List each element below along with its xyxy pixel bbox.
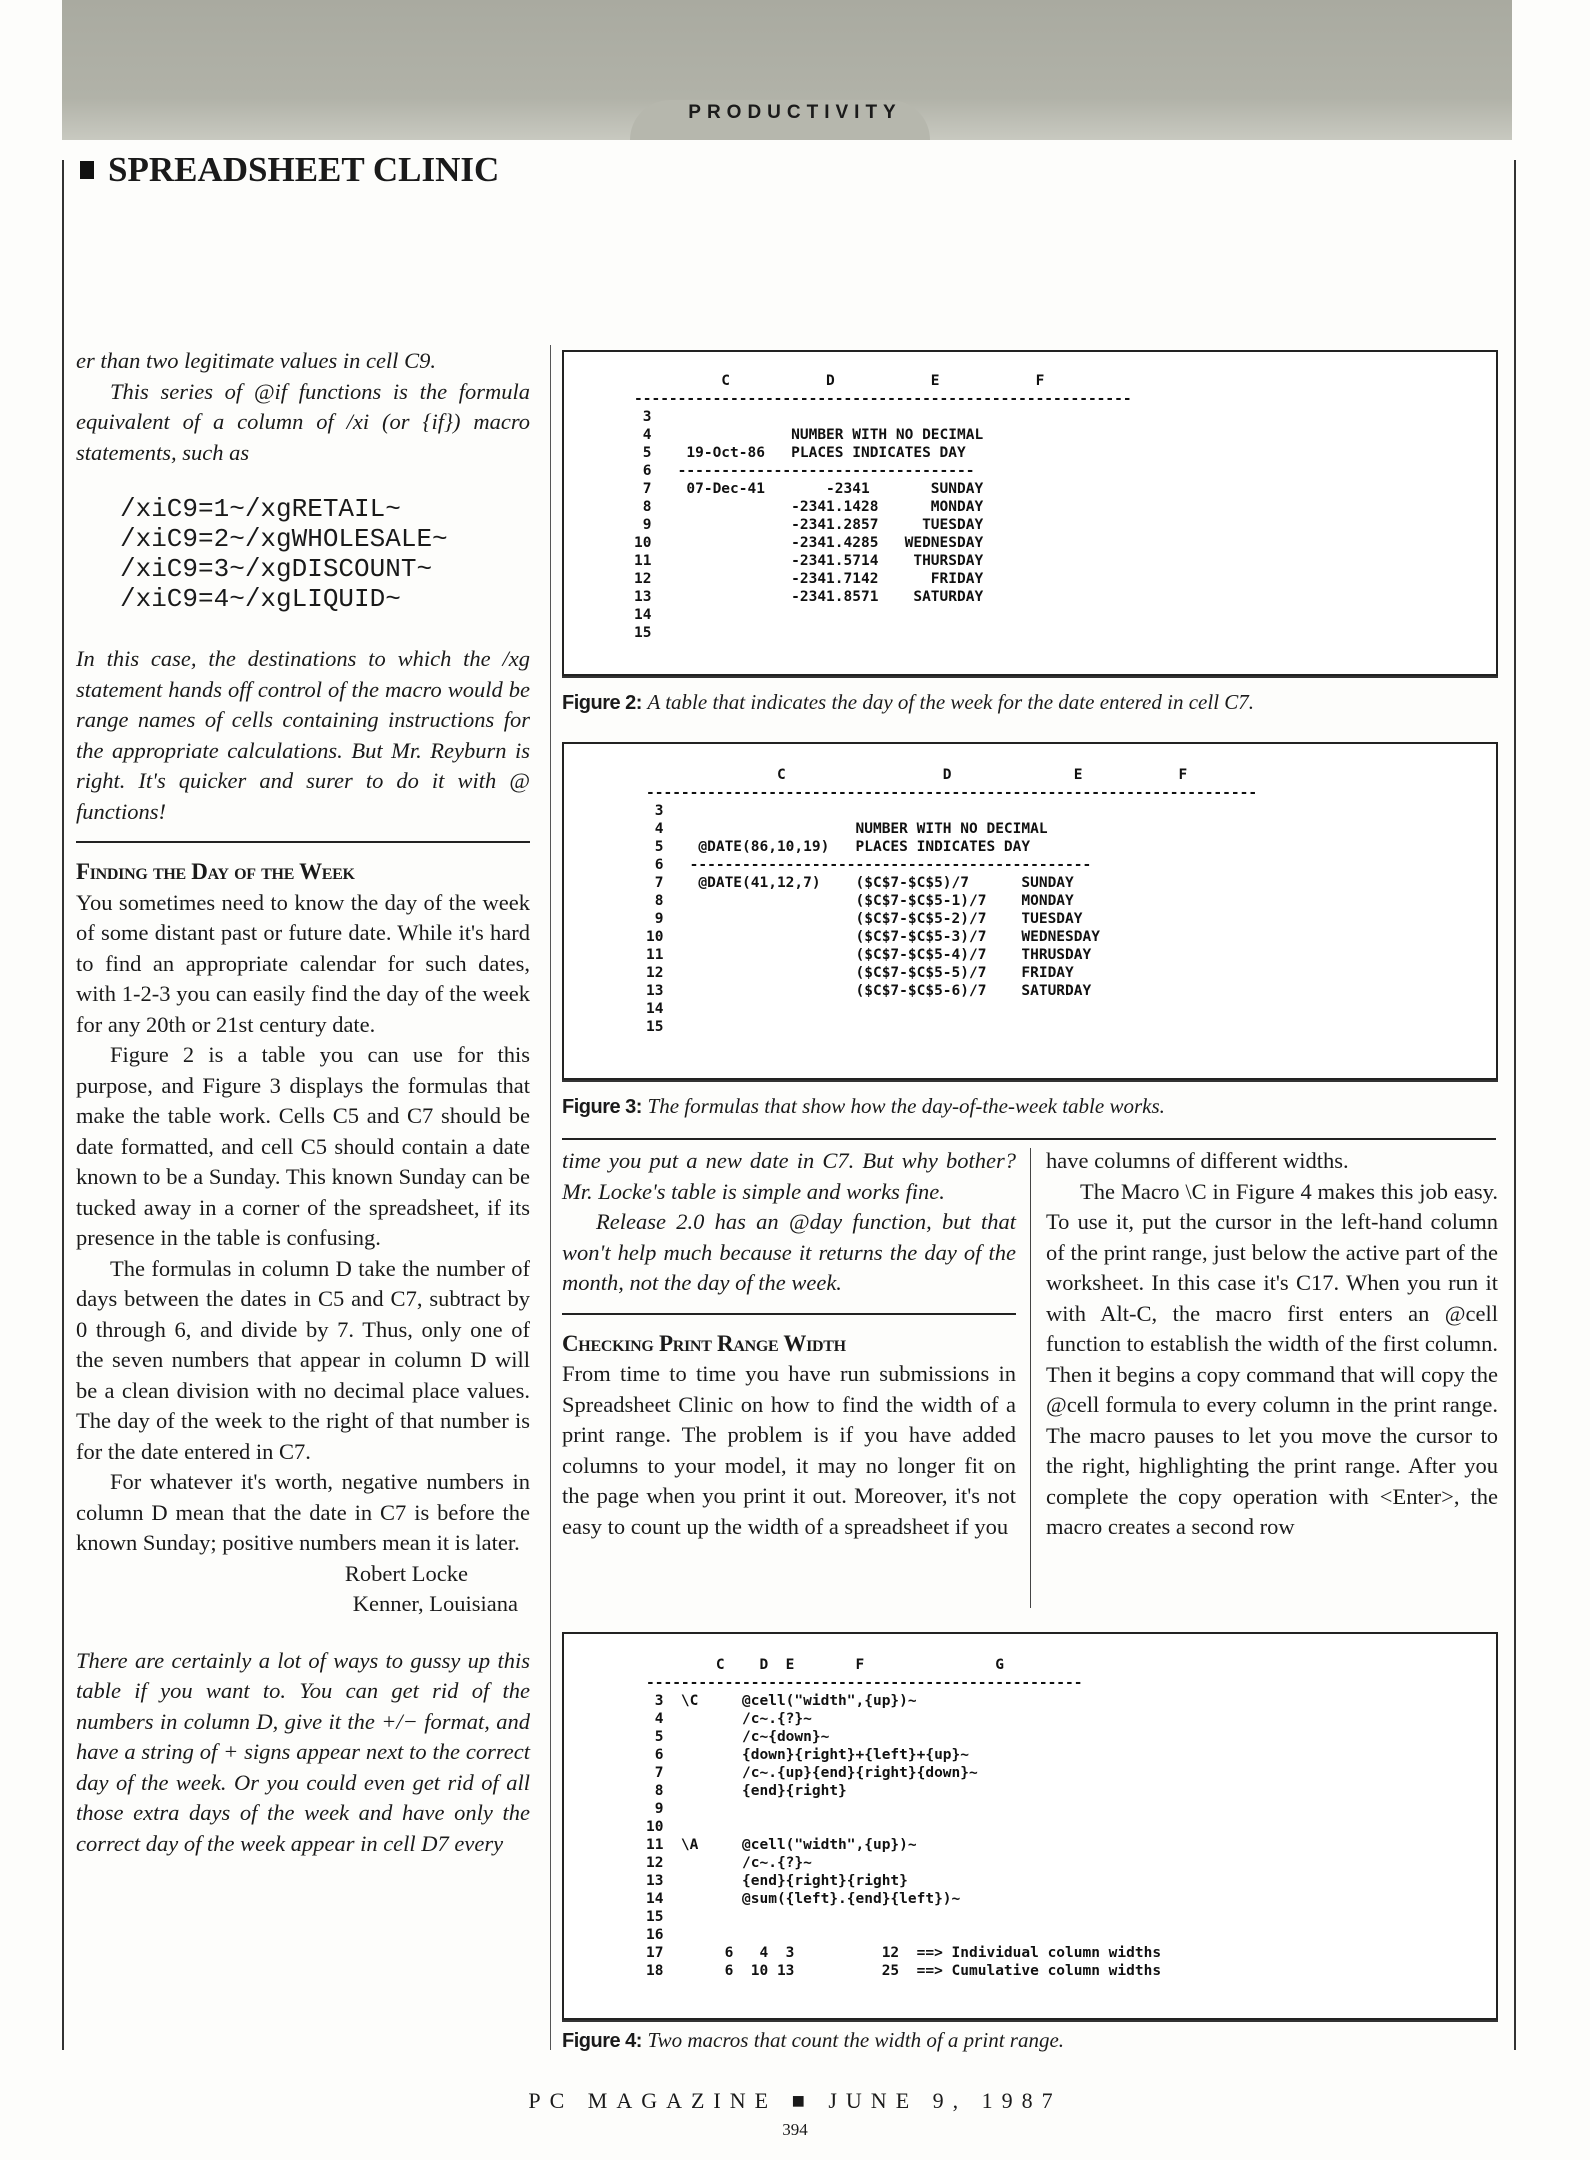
code-line: /xiC9=3~/xgDISCOUNT~ <box>120 554 433 584</box>
paragraph: have columns of different widths. <box>1046 1148 1349 1173</box>
sheet-row: 4 /c~.{?}~ <box>646 1711 812 1727</box>
section-rule <box>562 1313 1016 1315</box>
sheet-row: 10 ($C$7-$C$5-3)/7 WEDNESDAY <box>646 929 1100 945</box>
sheet-row: 18 6 10 13 25 ==> Cumulative column widths <box>646 1963 1162 1979</box>
figure-2-spreadsheet <box>634 372 1132 642</box>
paragraph: There are certainly a lot of ways to gussy up this table if you want to. You can get rid of the numbers in column D, give it the +/− format, and have a string of + signs appear next to the correct day of the week. Or you could even get rid of all those extra days of the week and have only the correct day of the week appear in cell D7 every <box>76 1647 530 1856</box>
paragraph: Release 2.0 has an @day function, but that won't help much because it returns the day of the month, not the day of the week. <box>562 1209 1016 1295</box>
sheet-row: 16 <box>646 1927 664 1943</box>
middle-column <box>562 1146 1016 1542</box>
sheet-row: 13 {end}{right}{right} <box>646 1873 908 1889</box>
sheet-row: 3 \C @cell("width",{up})~ <box>646 1693 917 1709</box>
column-title-text: SPREADSHEET CLINIC <box>108 150 500 189</box>
sheet-row: 15 <box>634 625 652 641</box>
header-divider: --------------------------------------------------------- <box>634 391 1132 407</box>
section-heading: Finding the Day of the Week <box>76 859 355 884</box>
caption-text: A table that indicates the day of the week for the date entered in cell C7. <box>647 690 1255 714</box>
macro-code-block <box>120 494 530 614</box>
sheet-row: 13 ($C$7-$C$5-6)/7 SATURDAY <box>646 983 1092 999</box>
sheet-row: 14 <box>634 607 652 623</box>
sheet-row: 6 {down}{right}+{left}+{up}~ <box>646 1747 970 1763</box>
column-headers: C D E F G <box>646 1657 1004 1673</box>
sheet-row: 13 -2341.8571 SATURDAY <box>634 589 984 605</box>
sheet-row: 15 <box>646 1909 664 1925</box>
sheet-row: 9 <box>646 1801 664 1817</box>
header-divider: -------------------------------------------------- <box>646 1675 1083 1691</box>
sheet-row: 15 <box>646 1019 664 1035</box>
sheet-row: 12 ($C$7-$C$5-5)/7 FRIDAY <box>646 965 1074 981</box>
sheet-row: 11 -2341.5714 THURSDAY <box>634 553 984 569</box>
sheet-row: 10 -2341.4285 WEDNESDAY <box>634 535 984 551</box>
sheet-row: 14 @sum({left}.{end}{left})~ <box>646 1891 961 1907</box>
sheet-row: 3 <box>646 803 664 819</box>
sheet-row: 9 -2341.2857 TUESDAY <box>634 517 984 533</box>
paragraph: er than two legitimate values in cell C9. <box>76 348 436 373</box>
bullet-square-icon <box>80 161 94 179</box>
sheet-row: 3 <box>634 409 652 425</box>
figure-4-spreadsheet <box>646 1656 1161 1980</box>
sheet-row: 14 <box>646 1001 664 1017</box>
right-column <box>1046 1146 1498 1543</box>
paragraph: Figure 2 is a table you can use for this purpose, and Figure 3 displays the formulas that make the table work. Cells C5 and C7 should be date formatted, and cell C5 should contain a date known to be a Sunday. This known Sunday can be tucked away in a corner of the spreadsheet, if its presence in the table is confusing. <box>76 1042 530 1250</box>
sheet-row: 5 19-Oct-86 PLACES INDICATES DAY <box>634 445 966 461</box>
figure-3-bottom-rule <box>562 1138 1496 1140</box>
column-divider-left <box>550 345 551 2050</box>
figure-4-box <box>562 1632 1498 2020</box>
page-number: 394 <box>782 2120 808 2139</box>
code-line: /xiC9=1~/xgRETAIL~ <box>120 494 401 524</box>
sheet-row: 5 @DATE(86,10,19) PLACES INDICATES DAY <box>646 839 1031 855</box>
sheet-row: 17 6 4 3 12 ==> Individual column widths <box>646 1945 1162 1961</box>
sheet-row: 8 {end}{right} <box>646 1783 847 1799</box>
paragraph: In this case, the destinations to which the /xg statement hands off control of the macro would be range names of cells containing instructions for the appropriate calculations. But Mr. Reyburn is right. It's quicker and surer to do it with @ functions! <box>76 646 530 824</box>
figure-4-caption <box>562 2028 1064 2053</box>
signature-place: Kenner, Louisiana <box>352 1591 518 1616</box>
column-headers: C D E F <box>646 767 1188 783</box>
paragraph: From time to time you have run submissions in Spreadsheet Clinic on how to find the width of a print range. The problem is if you have added columns to your model, it may no longer fit on the page when you print it out. Moreover, it's not easy to count up the width of a spreadsheet if you <box>562 1361 1016 1539</box>
paragraph: The formulas in column D take the number of days between the dates in C5 and C7, subtract by 0 through 6, and divide by 7. Thus, only one of the seven numbers that appear in column D will be a clean division with no decimal place values. The day of the week to the right of that number is for the date entered in C7. <box>76 1255 530 1464</box>
caption-label: Figure 2: <box>562 692 642 714</box>
caption-label: Figure 3: <box>562 1096 642 1118</box>
figure-3-spreadsheet <box>646 766 1257 1036</box>
sheet-row: 7 /c~.{up}{end}{right}{down}~ <box>646 1765 978 1781</box>
caption-label: Figure 4: <box>562 2030 642 2052</box>
sheet-row: 9 ($C$7-$C$5-2)/7 TUESDAY <box>646 911 1083 927</box>
publication-footer: PC MAGAZINE ■ JUNE 9, 1987 <box>528 2088 1062 2113</box>
left-column <box>76 346 530 1859</box>
sheet-row: 4 NUMBER WITH NO DECIMAL <box>646 821 1048 837</box>
page-frame-right <box>1514 160 1516 2050</box>
caption-text: Two macros that count the width of a print range. <box>647 2028 1065 2052</box>
sheet-row: 4 NUMBER WITH NO DECIMAL <box>634 427 984 443</box>
paragraph: The Macro \C in Figure 4 makes this job easy. To use it, put the cursor in the left-hand column of the print range, just below the active part of the worksheet. In this case it's C17. When you run it with Alt-C, the macro first enters an @cell function to establish the width of the first column. Then it begins a copy command that will copy the @cell formula to every column in the print range. The macro pauses to let you move the cursor to the right, highlighting the print range. After you complete the copy operation with <Enter>, the macro creates a second row <box>1046 1178 1498 1539</box>
sheet-row: 11 \A @cell("width",{up})~ <box>646 1837 917 1853</box>
code-line: /xiC9=2~/xgWHOLESALE~ <box>120 524 448 554</box>
sheet-row: 7 @DATE(41,12,7) ($C$7-$C$5)/7 SUNDAY <box>646 875 1074 891</box>
sheet-row: 6 ---------------------------------------------- <box>646 857 1092 873</box>
figure-3-caption <box>562 1094 1165 1119</box>
column-title <box>80 150 499 190</box>
figure-2-box <box>562 350 1498 676</box>
sheet-row: 12 -2341.7142 FRIDAY <box>634 571 984 587</box>
paragraph: For whatever it's worth, negative numbers in column D mean that the date in C7 is before the known Sunday; positive numbers mean it is later. <box>76 1469 530 1555</box>
figure-2-caption <box>562 690 1254 715</box>
sheet-row: 7 07-Dec-41 -2341 SUNDAY <box>634 481 984 497</box>
caption-text: The formulas that show how the day-of-the-week table works. <box>647 1094 1165 1118</box>
section-heading: Checking Print Range Width <box>562 1330 846 1356</box>
figure-3-box <box>562 742 1498 1080</box>
header-divider: ---------------------------------------------------------------------- <box>646 785 1258 801</box>
signature-name: Robert Locke <box>344 1560 468 1586</box>
paragraph: time you put a new date in C7. But why bother? Mr. Locke's table is simple and works fine. <box>562 1148 1016 1204</box>
sheet-row: 8 ($C$7-$C$5-1)/7 MONDAY <box>646 893 1074 909</box>
page-frame-left <box>62 160 64 2050</box>
sheet-row: 10 <box>646 1819 664 1835</box>
sheet-row: 8 -2341.1428 MONDAY <box>634 499 984 515</box>
column-divider-right <box>1030 1148 1031 1608</box>
column-headers: C D E F <box>634 373 1045 389</box>
section-rule <box>76 841 530 843</box>
sheet-row: 5 /c~{down}~ <box>646 1729 830 1745</box>
sheet-row: 6 ---------------------------------- <box>634 463 975 479</box>
paragraph: You sometimes need to know the day of the week of some distant past or future date. While it's hard to find an appropriate calendar for such dates, with 1-2-3 you can easily find the day of the week for any 20th or 21st century date. <box>76 889 530 1037</box>
code-line: /xiC9=4~/xgLIQUID~ <box>120 584 401 614</box>
paragraph: This series of @if functions is the formula equivalent of a column of /xi (or {if}) macro statements, such as <box>76 378 530 465</box>
section-label: PRODUCTIVITY <box>688 102 902 123</box>
sheet-row: 12 /c~.{?}~ <box>646 1855 812 1871</box>
sheet-row: 11 ($C$7-$C$5-4)/7 THRUSDAY <box>646 947 1092 963</box>
